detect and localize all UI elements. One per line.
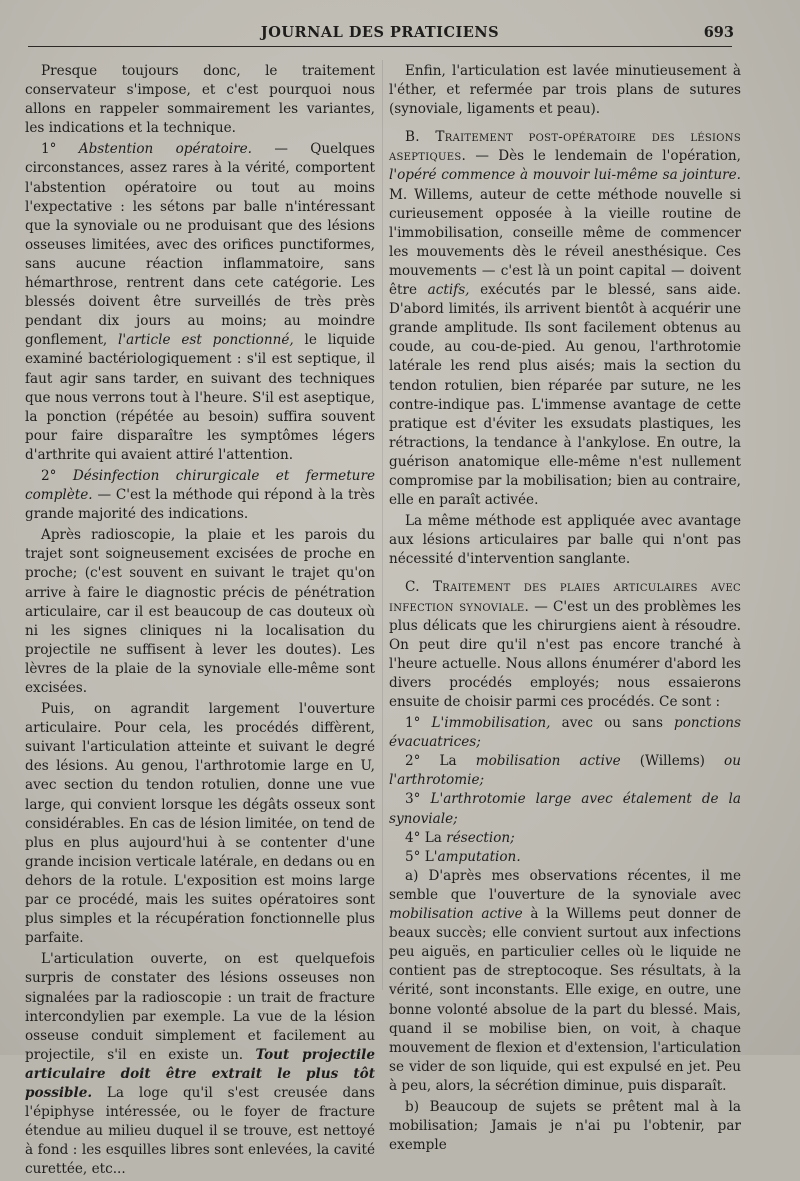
- list-number: 2°: [405, 753, 421, 770]
- arthrotomie-paragraph: Puis, on agrandit largement l'ouverture articulaire. Pour cela, les procédés diffèrent, suivant l'articulation atteinte et suivant le degré des lésions. Au genou, l'arthrotomie large en U, avec section du tendon rotulien, donne une vue large, qui convient lorsque les dégâts osseux sont considérables. En cas de lésion limitée, on tend de plus en plus aujourd'hui à se contenter d'une grande incision verticale latérale, en dedans ou en dehors de la rotule. L'exposition est moins large par ce procédé, mais les suites opératoires sont plus simples et la récupération fonctionnelle plus parfaite.: [25, 701, 375, 947]
- observation-a-paragraph: [389, 867, 741, 1096]
- list-text: L': [420, 848, 438, 865]
- section-title: Désinfection chirurgicale et fermeture complète.: [25, 467, 375, 504]
- list-text: ponctions évacuatrices;: [389, 715, 741, 751]
- emphasis-text: l'opéré commence à mouvoir lui-même sa jointure.: [389, 167, 741, 184]
- journal-title: JOURNAL DES PRATICIENS: [260, 24, 500, 41]
- paragraph-text: exécutés par le blessé, sans aide. D'abord limités, ils arrivent bientôt à acquérir une grande amplitude. Ils sont facilement obtenus au coude, au cou-de-pied. Au genou, l'arthrotomie latérale les rend plus aisés; mais la section du tendon rotulien, bien réparée par suture, ne les contre-indique pas. L'immense avantage de cette pratique est d'éviter les exsudats plastiques, les rétractions, la tendance à l'ankylose. En outre, la guérison anatomique elle-même n'est nullement compromise par la mobilisation; bien au contraire, elle en paraît activée.: [389, 282, 742, 509]
- paragraph-text: — C'est un des problèmes les plus délicats que les chirurgiens aient à résoudre. On peut dire qu'il n'est pas encore tranché à l'heure actuelle. Nous allons énumérer d'abord les divers procédés employés; nous essaierons ensuite de choisir parmi ces procédés. Ce sont :: [389, 598, 742, 710]
- section-number: 1°: [41, 141, 57, 158]
- list-text: avec ou sans: [550, 715, 675, 732]
- paragraph-text: L'articulation ouverte, on est quelquefois surpris de constater des lésions osseuses non signalées par la radioscopie : un trait de fracture intercondylien par exemple. La vue de la lésion osseuse conduit simplement et facilement au projectile, s'il en existe un.: [25, 951, 375, 1063]
- list-number: 1°: [405, 715, 421, 732]
- list-item: [389, 790, 741, 828]
- list-item: [389, 752, 741, 790]
- right-column: [389, 62, 741, 1157]
- emphasis-text: Tout projectile articulaire doit être extrait le plus tôt possible.: [25, 1046, 375, 1101]
- list-text: (Willems): [620, 753, 725, 770]
- running-header: [28, 24, 732, 47]
- list-number: 3°: [405, 791, 421, 808]
- paragraph-text: le liquide examiné bactériologiquement : s'il est septique, il faut agir sans tarder, en suivant des techniques que nous verrons tout à l'heure. S'il est aseptique, la ponction (répétée au besoin) suffira souvent pour faire disparaître les symptômes légers d'arthrite qui avaient attiré l'attention.: [25, 332, 375, 463]
- list-text: ou l'arthrotomie;: [389, 753, 741, 789]
- list-text: L'immobilisation,: [431, 715, 551, 732]
- observation-b-paragraph: b) Beaucoup de sujets se prêtent mal à la mobilisation; Jamais je n'ai pu l'obtenir, par exemple: [389, 1098, 741, 1154]
- list-text: résection;: [446, 829, 515, 846]
- paragraph-text: — Dès le lendemain de l'opération,: [466, 148, 741, 165]
- paragraph-text: — C'est la méthode qui répond à la très grande majorité des indications.: [25, 487, 375, 523]
- articulation-ouverte-paragraph: [25, 950, 375, 1179]
- lavage-paragraph: Enfin, l'articulation est lavée minutieusement à l'éther, et refermée par trois plans de sutures (synoviale, ligaments et peau).: [389, 63, 741, 118]
- emphasis-text: mobilisation active: [389, 906, 523, 923]
- list-text: [420, 715, 431, 731]
- desinfection-paragraph: [25, 467, 375, 524]
- list-text: mobilisation active: [475, 753, 621, 770]
- list-text: La: [420, 753, 476, 770]
- section-c-paragraph: [389, 578, 741, 712]
- procedure-list: [389, 714, 741, 867]
- section-heading: B. Traitement post-opératoire des lésions aseptiques.: [389, 129, 741, 165]
- emphasis-text: actifs,: [427, 282, 470, 299]
- radioscopie-paragraph: Après radioscopie, la plaie et les parois du trajet sont soigneusement excisées de proche en proche; (c'est souvent en suivant le trajet qu'on arrive à faire le diagnostic précis de pénétration articulaire, car il est beaucoup de cas douteux où ni les signes cliniques ni la localisation du projectile ne suffisent à lever les doutes). Les lèvres de la plaie de la synoviale elle-même sont excisées.: [25, 527, 375, 696]
- section-number: 2°: [41, 467, 57, 484]
- abstention-paragraph: [25, 140, 375, 465]
- paragraph-text: a) D'après mes observations récentes, il me semble que l'ouverture de la synoviale avec: [389, 867, 741, 903]
- methode-paragraph: La même méthode est appliquée avec avantage aux lésions articulaires par balle qui n'ont pas nécessité d'intervention sanglante.: [389, 513, 741, 568]
- list-number: 4°: [405, 829, 421, 846]
- left-column: [25, 62, 375, 1181]
- list-text: amputation.: [437, 848, 521, 865]
- intro-paragraph: Presque toujours donc, le traitement conservateur s'impose, et c'est pourquoi nous allons en rappeler sommairement les variantes, les indications et la technique.: [25, 63, 375, 137]
- list-text: [420, 791, 430, 807]
- list-item: [389, 829, 741, 848]
- list-text: L'arthrotomie large avec étalement de la synoviale;: [389, 791, 742, 827]
- section-heading: C. Traitement des plaies articulaires avec infection synoviale.: [389, 579, 741, 615]
- list-item: [389, 848, 741, 867]
- emphasis-text: l'article est ponctionné,: [118, 332, 294, 349]
- column-divider: [382, 60, 383, 990]
- list-number: 5°: [405, 848, 421, 865]
- list-text: La: [420, 829, 447, 846]
- paragraph-text: M. Willems, auteur de cette méthode nouvelle si curieusement opposée à la vieille routine de l'immobilisation, conseille même de commencer les mouvements dès le réveil anesthésique. Ces mouvements — c'est là un point capital — doivent être: [389, 186, 741, 299]
- page-number: 693: [703, 24, 734, 41]
- paragraph-text: La loge qu'il s'est creusée dans l'épiphyse intéressée, ou le foyer de fracture étendue au milieu duquel il se trouve, est nettoyé à fond : les esquilles libres sont enlevées, la cavité curettée, etc...: [25, 1084, 375, 1178]
- paragraph-text: — Quelques circonstances, assez rares à la vérité, comportent l'abstention opératoire ou tout au moins l'expectative : les sétons par balle n'intéressant que la synoviale ou ne produisant que des lésions osseuses limitées, avec des orifices punctiformes, sans aucune réaction inflammatoire, sans hémarthrose, rentrent dans cete catégorie. Les blessés doivent être surveillés de très près pendant dix jours au moins; au moindre gonflement,: [25, 141, 375, 349]
- section-b-paragraph: [389, 128, 741, 510]
- paragraph-text: à la Willems peut donner de beaux succès; elle convient surtout aux infections peu aiguës, en particulier celles où le liquide ne contient pas de streptocoque. Ses résultats, à la vérité, sont inconstants. Elle exige, en outre, une bonne volonté absolue de la part du blessé. Mais, quand il se mobilise bien, on voit, à chaque mouvement de flexion et d'extension, l'articulation se vider de son liquide, qui est expulsé en jet. Peu à peu, alors, la sécrétion diminue, puis disparaît.: [389, 906, 741, 1094]
- section-title: Abstention opératoire.: [78, 141, 252, 158]
- list-item: [389, 714, 741, 752]
